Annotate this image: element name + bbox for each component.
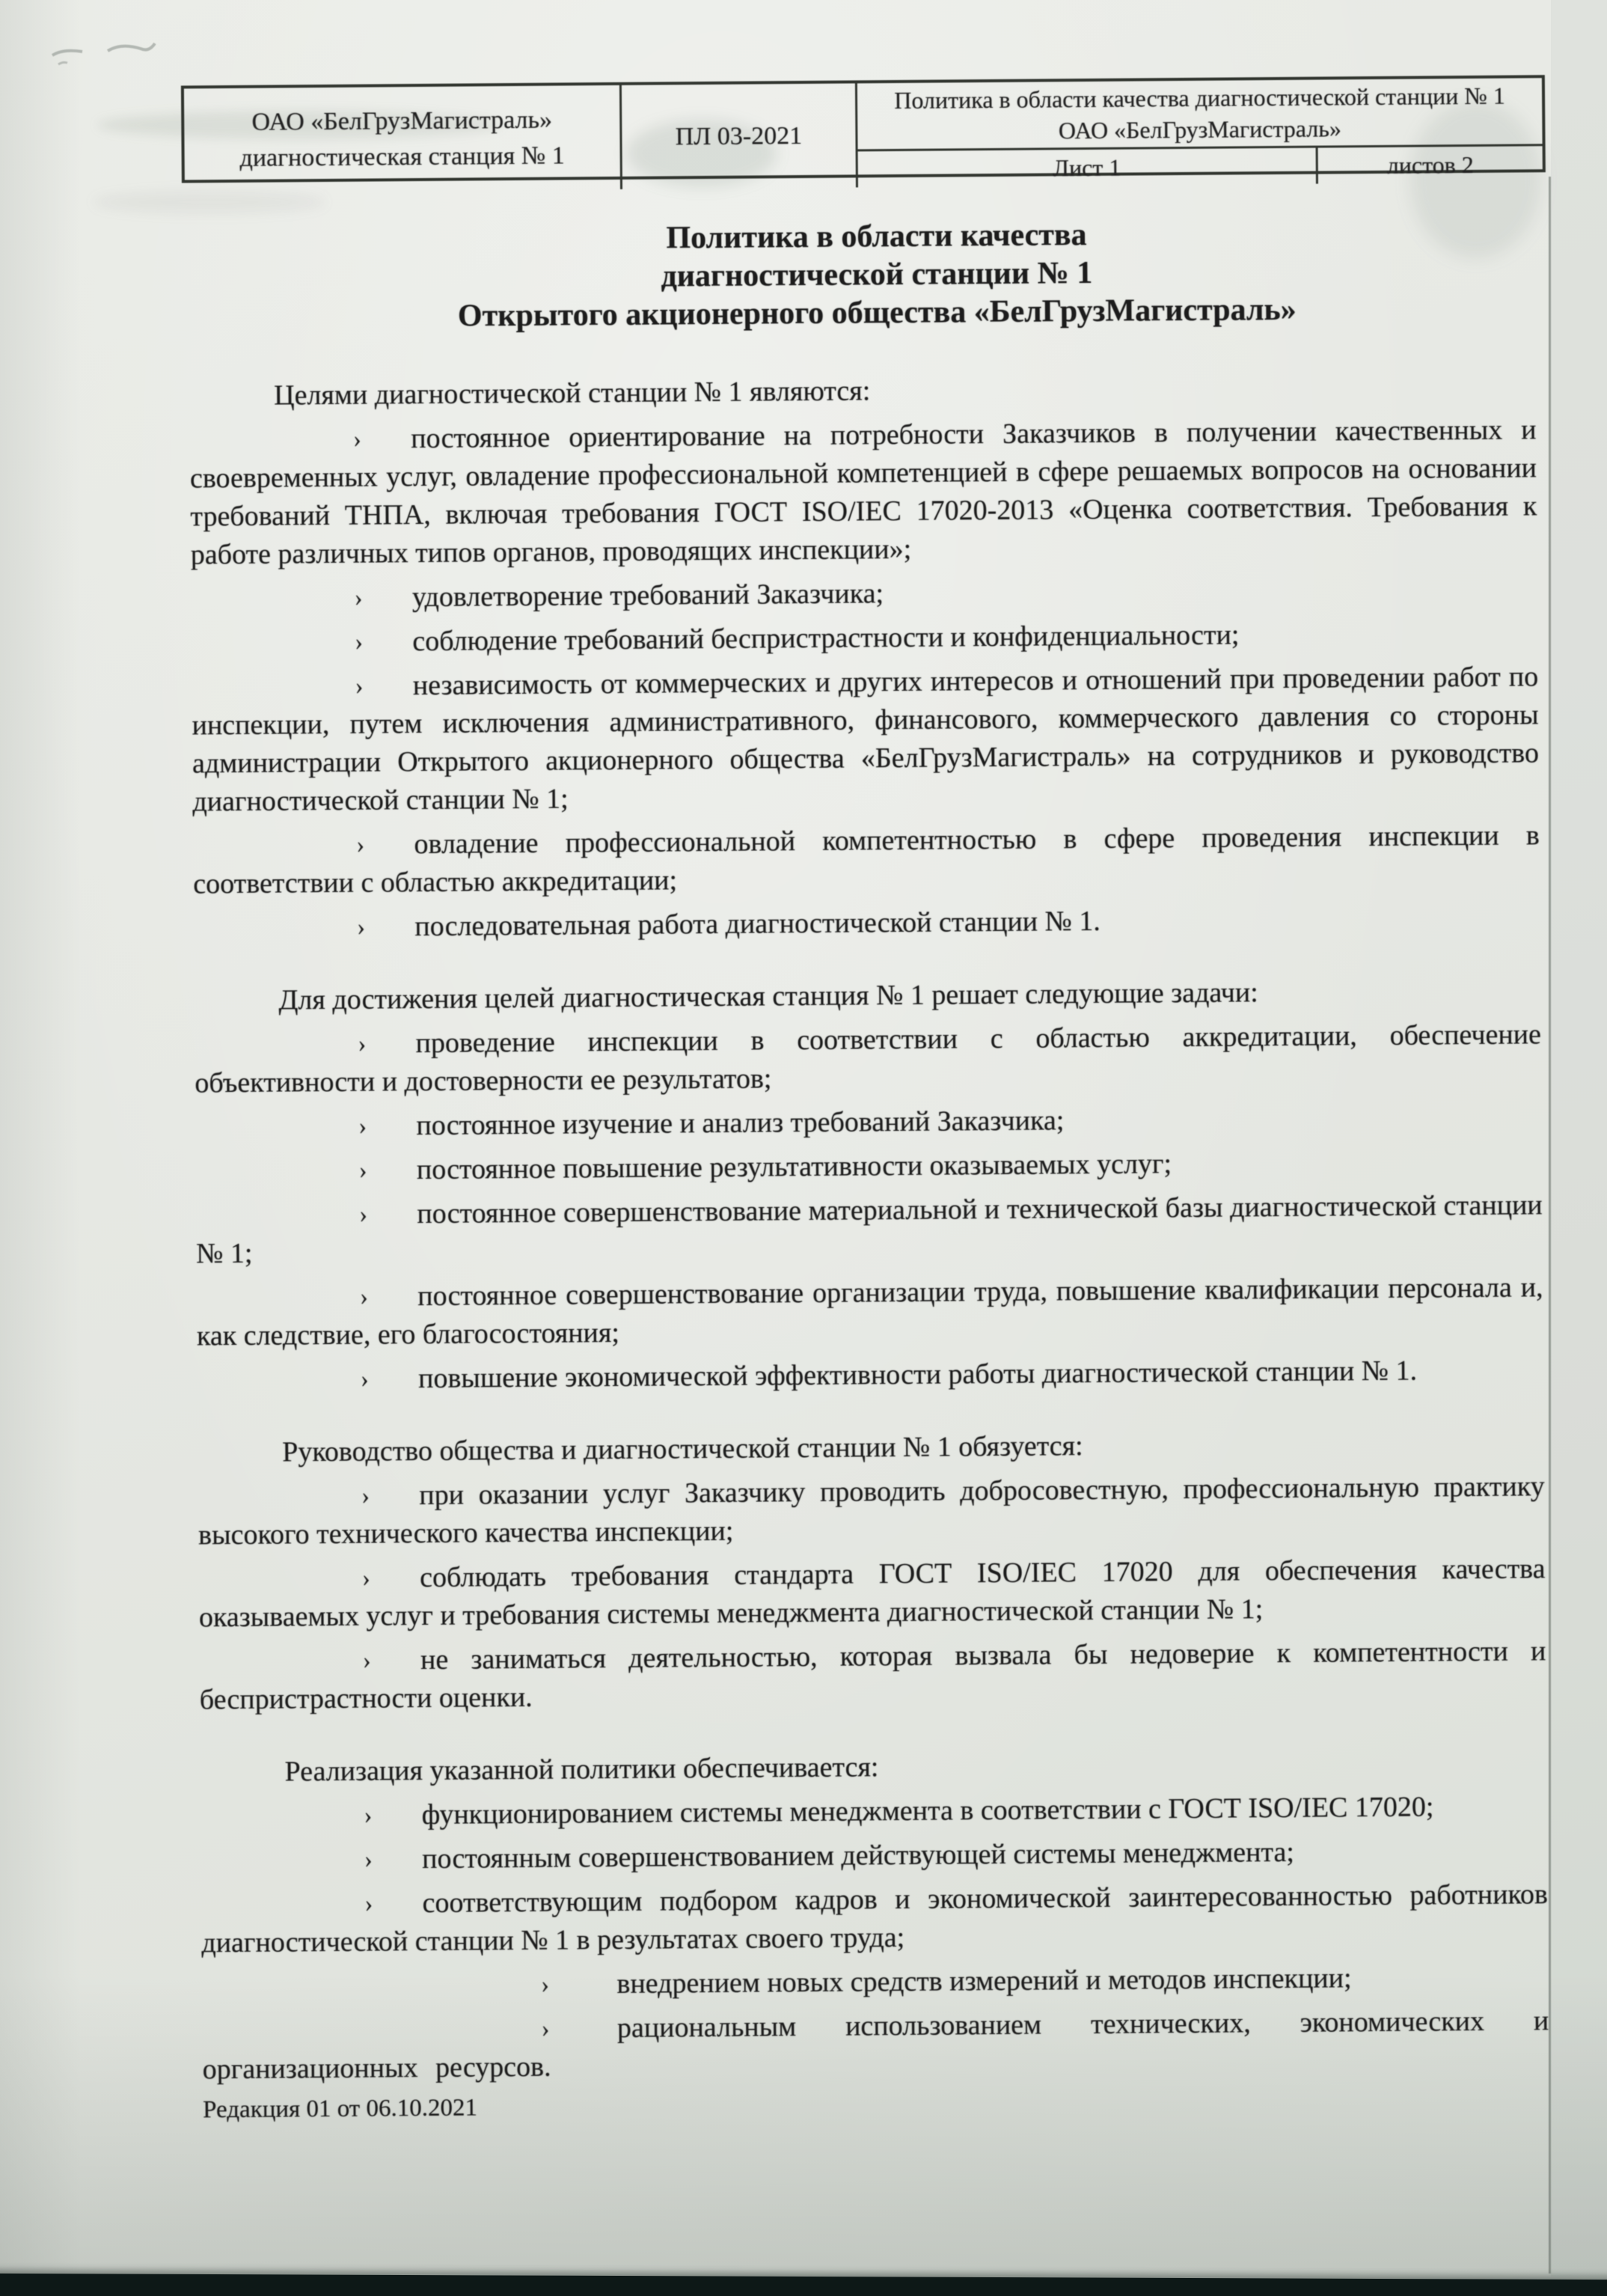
bullet-text: независимость от коммерческих и других интересов и отношений при проведении работ по инспекции, путем исключения административного, финансового, коммерческого давления со стороны администрации Открытого акционерного общества «БелГрузМагистраль» на сотрудников и руководство диагностической станции № 1; [192, 661, 1540, 818]
bullet-marker: › [352, 425, 361, 453]
bullet-marker: › [355, 628, 364, 656]
bullet-text: постоянное изучение и анализ требований Заказчика; [416, 1105, 1065, 1142]
bullet-marker: › [359, 1283, 368, 1310]
bullet-marker: › [364, 1845, 373, 1873]
bullet-text: соблюдать требования стандарта ГОСТ ISO/IEC 17020 для обеспечения качества оказываемых услуг и требования системы менеджмента диагностической станции № 1; [198, 1553, 1546, 1634]
section-intro: Для достижения целей диагностическая станция № 1 решает следующие задачи: [278, 977, 1258, 1016]
bullet-text: удовлетворение требований Заказчика; [411, 578, 884, 614]
bullet-marker: › [354, 584, 363, 611]
bullet-marker: › [359, 1200, 368, 1228]
doc-title-text: Политика в области качества диагностической станции № 1 ОАО «БелГрузМагистраль» [894, 82, 1505, 144]
bullet-item [195, 1142, 1542, 1191]
section-implementation [200, 1743, 1549, 2089]
bullet-text: постоянное ориентирование на потребности Заказчиков в получении качественных и своевременных услуг, овладение профессиональной компетенцией в сфере решаемых вопросов на основании требований ТНПА, включая требования ГОСТ ISO/IEC 17020-2013 «Оценка соответствия. Требования к работе различных типов органов, проводящих инспекции»; [189, 414, 1537, 571]
bullet-marker: › [355, 672, 364, 700]
bullet-item [192, 658, 1540, 821]
doc-code: ПЛ 03-2021 [675, 121, 803, 150]
bullet-text: постоянное совершенствование организации труда, повышение квалификации персонала и, как следствие, его благосостояния; [196, 1271, 1543, 1352]
bullet-item [198, 1550, 1546, 1637]
title-line1: Политика в области качества [666, 217, 1087, 256]
section-tasks [194, 971, 1543, 1399]
org-name-line1: ОАО «БелГрузМагистраль» [251, 106, 553, 136]
bullet-item [201, 1831, 1547, 1880]
bullet-text: последовательная работа диагностической станции № 1. [414, 905, 1101, 943]
bullet-marker: › [362, 1646, 371, 1674]
header-table [181, 75, 1546, 183]
bullet-item [201, 1787, 1547, 1836]
section-intro: Руководство общества и диагностической станции № 1 обязуется: [282, 1430, 1083, 1468]
org-name-line2: диагностическая станция № 1 [239, 141, 565, 172]
bullet-marker: › [358, 1112, 367, 1140]
bullet-item [195, 1016, 1542, 1102]
doc-title-cell [857, 78, 1543, 187]
doc-code-cell [619, 83, 858, 189]
bullet-text: повышение экономической эффективности работы диагностической станции № 1. [417, 1355, 1418, 1395]
bullet-marker: › [364, 1801, 373, 1829]
bullet-marker: › [541, 2015, 550, 2042]
org-cell [184, 85, 620, 193]
bullet-marker: › [360, 1365, 369, 1393]
section-goals [189, 367, 1540, 947]
footer-revision: Редакция 01 от 06.10.2021 [202, 2094, 478, 2124]
bullet-item [193, 816, 1540, 903]
bullet-item [198, 1468, 1545, 1554]
section-intro: Целями диагностической станции № 1 являются: [273, 375, 871, 412]
bullet-text: соблюдение требований беспристрастности и конфиденциальности; [412, 619, 1240, 658]
bullet-item [202, 1958, 1549, 2006]
document-title [218, 213, 1535, 338]
bullet-text: постоянным совершенствованием действующей системы менеджмента; [421, 1836, 1295, 1875]
document-body [188, 213, 1549, 2125]
bullet-marker: › [541, 1970, 550, 1998]
bullet-text: при оказании услуг Заказчику проводить добросовестную, профессиональную практику высокого технического качества инспекции; [198, 1471, 1545, 1551]
bullet-marker: › [361, 1564, 370, 1592]
bullet-text: не заниматься деятельностью, которая вызвала бы недоверие к компетентности и беспристрастности оценки. [199, 1635, 1546, 1716]
page-fold-line [1549, 177, 1551, 2274]
page-edge-shading [1551, 0, 1607, 2277]
bullet-text: проведение инспекции в соответствии с областью аккредитации, обеспечение объективности и достоверности ее результатов; [195, 1019, 1542, 1099]
title-line2: диагностической станции № 1 [661, 255, 1093, 294]
sheets-total-cell: листов 2 [1316, 146, 1543, 183]
bullet-item [199, 1632, 1546, 1719]
bullet-item [192, 614, 1538, 662]
bullet-text: соответствующим подбором кадров и экономической заинтересованностью работников диагностической станции № 1 в результатах своего труда; [201, 1878, 1549, 1959]
bullet-item [195, 1098, 1542, 1147]
bullet-marker: › [364, 1890, 373, 1917]
bullet-marker: › [356, 831, 365, 858]
bullet-text: постоянное повышение результативности оказываемых услуг; [416, 1148, 1172, 1186]
section-management [198, 1423, 1546, 1719]
bullet-marker: › [358, 1156, 367, 1184]
bullet-text: овладение профессиональной компетентностью в сфере проведения инспекции в соответствии с областью аккредитации; [193, 819, 1540, 900]
bullet-text: функционированием системы менеджмента в соответствии с ГОСТ ISO/IEC 17020; [421, 1791, 1434, 1831]
bullet-text: постоянное совершенствование материальной и технической базы диагностической станции № 1; [195, 1189, 1543, 1270]
bullet-marker: › [358, 1030, 367, 1057]
sheet-cell: Лист 1 [1053, 153, 1121, 182]
bullet-marker: › [357, 913, 366, 941]
bullet-item [191, 570, 1537, 618]
sheet-row [858, 144, 1543, 187]
bullet-text: рациональным использованием технических, экономических и организационных ресурсов. [202, 2005, 1549, 2086]
bullet-item [196, 1186, 1543, 1273]
bullet-text: внедрением новых средств измерений и методов инспекции; [616, 1962, 1352, 2000]
bullet-item [202, 2002, 1549, 2089]
bullet-marker: › [361, 1482, 370, 1509]
bullet-item [189, 411, 1537, 574]
bullet-item [194, 899, 1540, 947]
bullet-item [196, 1268, 1543, 1355]
title-line3: Открытого акционерного общества «БелГрузМагистраль» [457, 292, 1297, 334]
bullet-item [197, 1351, 1543, 1399]
section-intro: Реализация указанной политики обеспечивается: [284, 1751, 879, 1788]
bullet-item [201, 1875, 1549, 1962]
